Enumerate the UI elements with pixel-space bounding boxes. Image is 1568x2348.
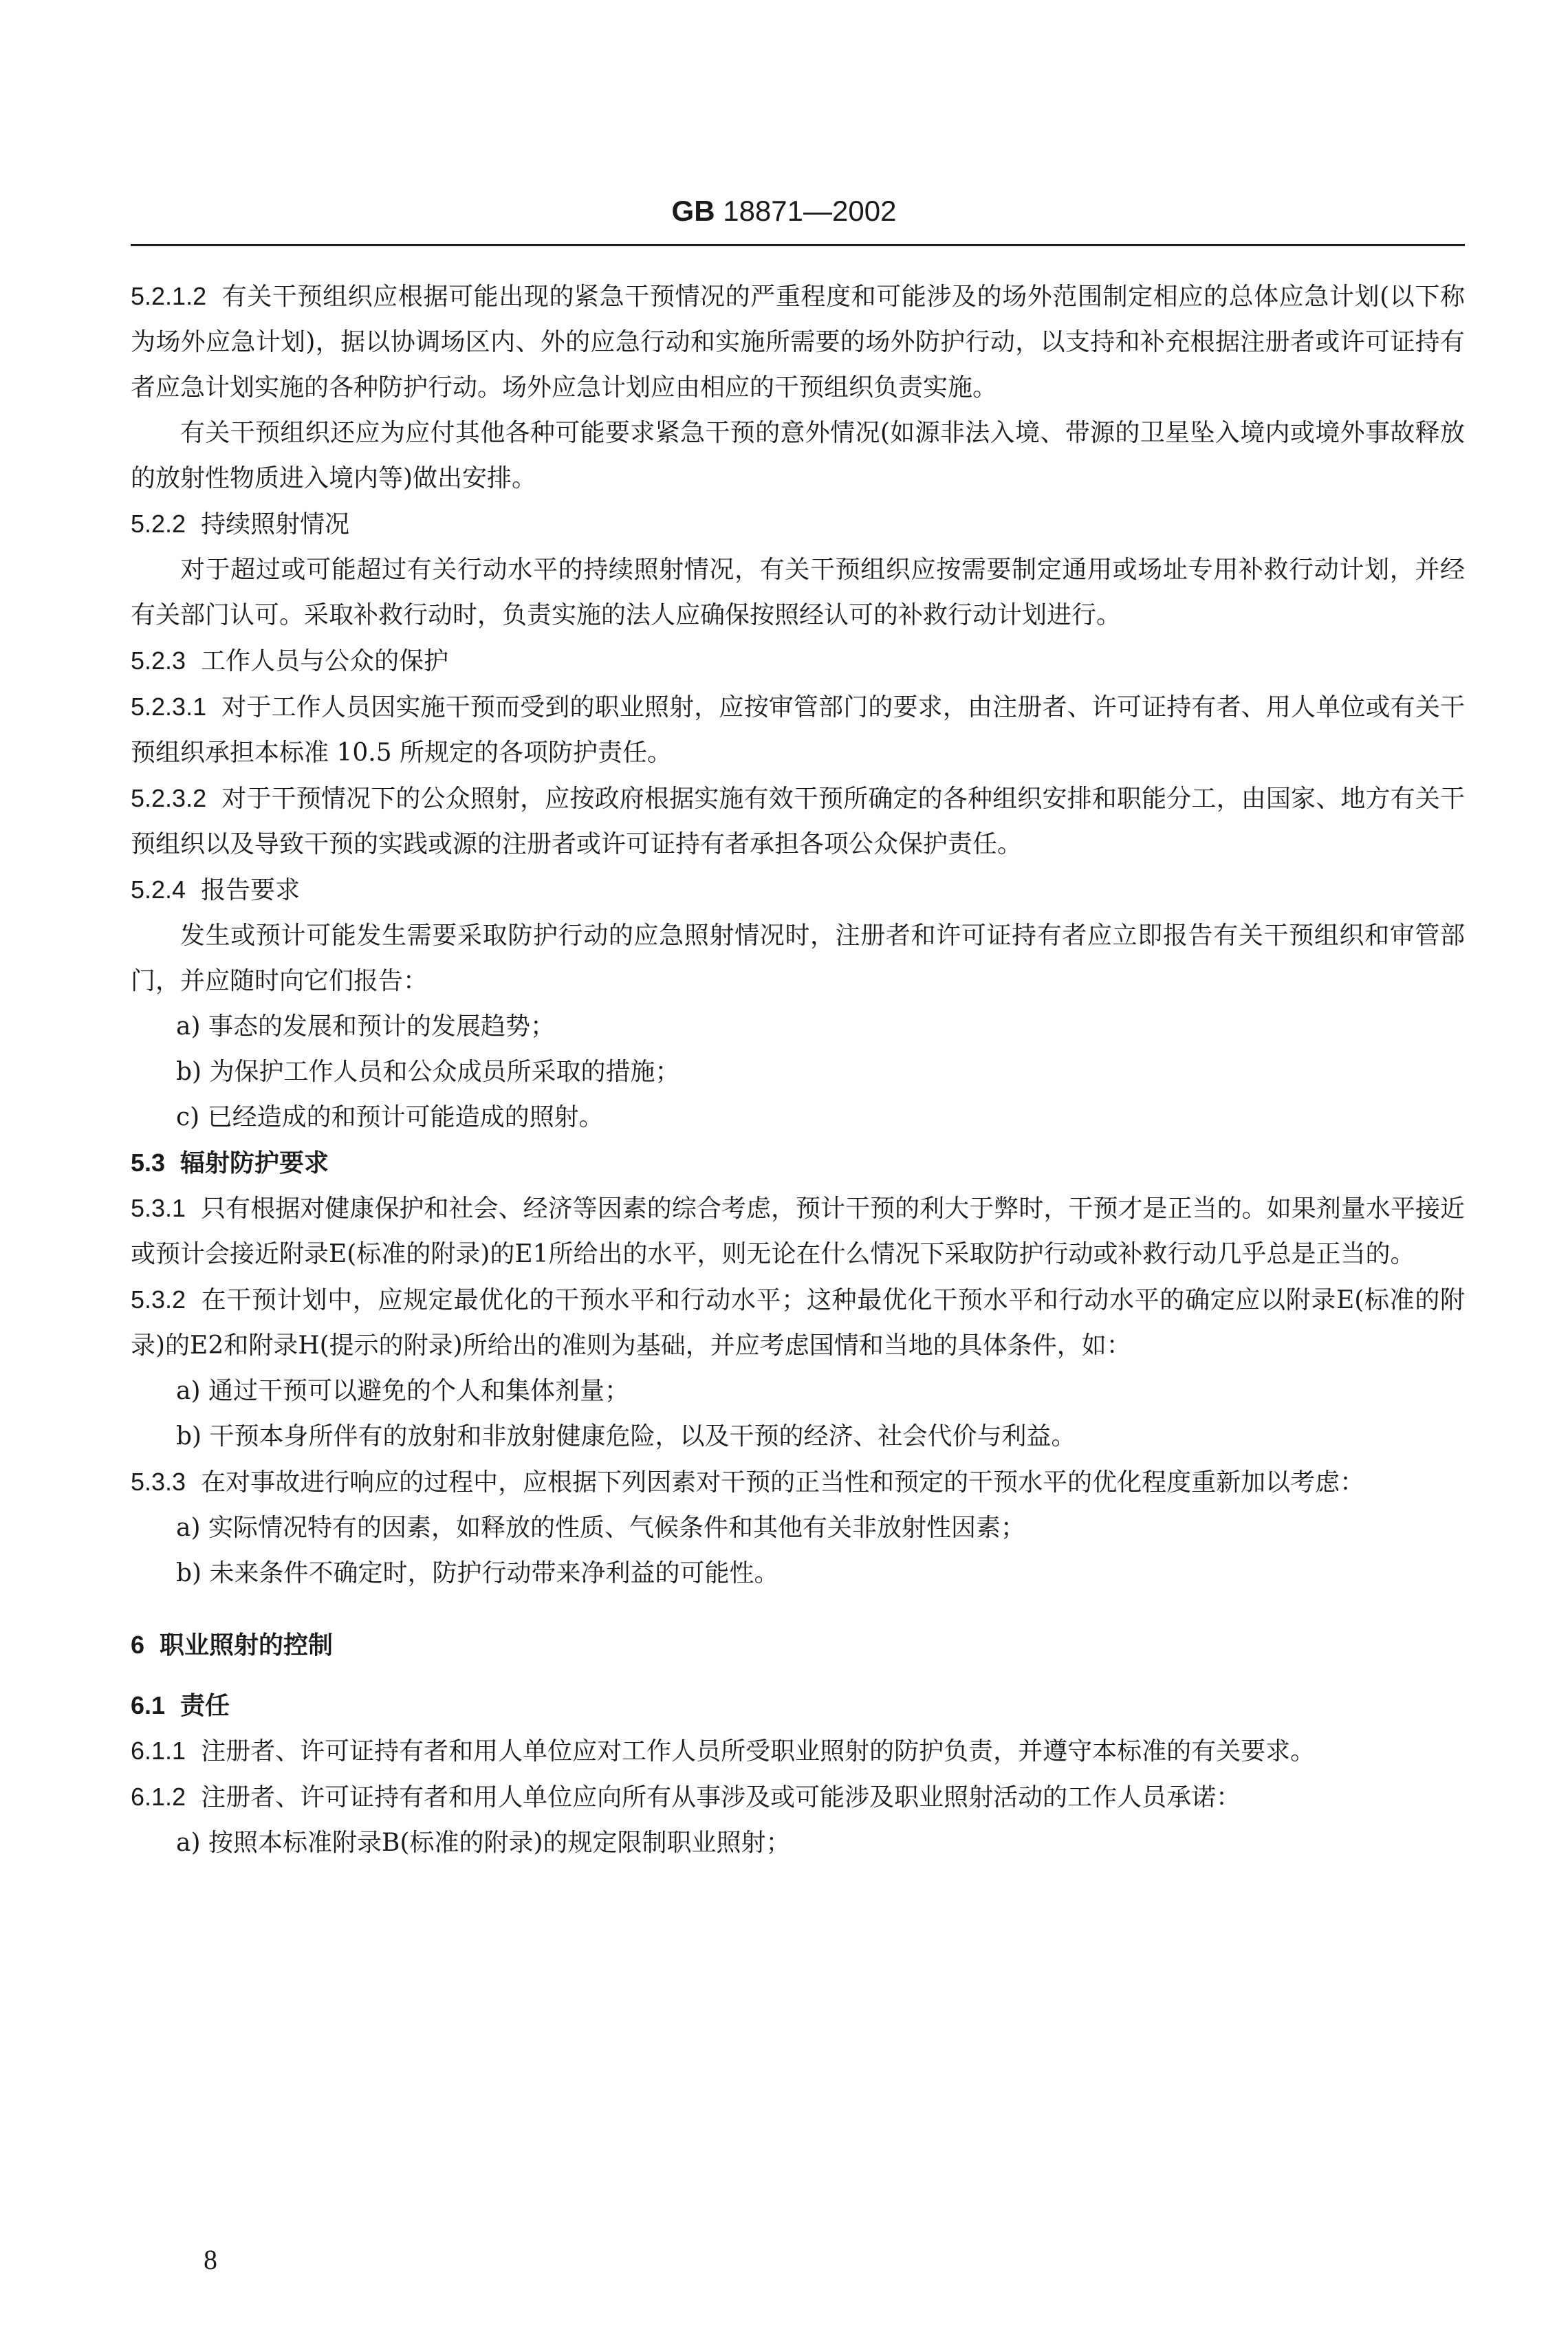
clause-text: 只有根据对健康保护和社会、经济等因素的综合考虑，预计干预的利大于弊时，干预才是正当的。如果剂量水平接近或预计会接近附录E(标准的附录)的E1所给出的水平，则无论在什么情况下采取防护行动或补救行动几乎总是正当的。 bbox=[131, 1195, 1465, 1268]
clause-5-3-3 bbox=[131, 1459, 1465, 1505]
clause-5-3-1 bbox=[131, 1186, 1465, 1277]
standard-prefix: GB bbox=[671, 195, 715, 227]
list-item: a) 实际情况特有的因素，如释放的性质、气候条件和其他有关非放射性因素； bbox=[176, 1514, 1025, 1542]
heading-text: 报告要求 bbox=[201, 876, 301, 904]
heading-5-3 bbox=[131, 1140, 1465, 1186]
list-item: b) 未来条件不确定时，防护行动带来净利益的可能性。 bbox=[176, 1559, 779, 1587]
list-item: c) 已经造成的和预计可能造成的照射。 bbox=[176, 1103, 604, 1131]
clause-number: 6.1.2 bbox=[131, 1783, 186, 1811]
list-item: b) 干预本身所伴有的放射和非放射健康危险，以及干预的经济、社会代价与利益。 bbox=[176, 1422, 1076, 1450]
clause-number: 6.1 bbox=[131, 1691, 166, 1719]
spacer bbox=[131, 1596, 1465, 1622]
page-number: 8 bbox=[204, 2244, 217, 2275]
clause-text: 注册者、许可证持有者和用人单位应向所有从事涉及或可能涉及职业照射活动的工作人员承诺： bbox=[201, 1783, 1241, 1812]
clause-5-3-2 bbox=[131, 1277, 1465, 1369]
clause-number: 5.3.3 bbox=[131, 1468, 186, 1496]
clause-text: 有关干预组织应根据可能出现的紧急干预情况的严重程度和可能涉及的场外范围制定相应的总体应急计划(以下称为场外应急计划)，据以协调场区内、外的应急行动和实施所需要的场外防护行动，以支持和补充根据注册者或许可证持有者应急计划实施的各种防护行动。场外应急计划应由相应的干预组织负责实施。 bbox=[131, 283, 1465, 402]
standard-number: 18871—2002 bbox=[723, 195, 897, 227]
clause-number: 5.2.3.2 bbox=[131, 784, 207, 812]
list-item: a) 通过干预可以避免的个人和集体剂量； bbox=[176, 1377, 629, 1405]
clause-number: 5.3 bbox=[131, 1149, 166, 1177]
clause-text: 注册者、许可证持有者和用人单位应对工作人员所受职业照射的防护负责，并遵守本标准的有关要求。 bbox=[201, 1737, 1316, 1765]
clause-text: 对于干预情况下的公众照射，应按政府根据实施有效干预所确定的各种组织安排和职能分工，由国家、地方有关干预组织以及导致干预的实践或源的注册者或许可证持有者承担各项公众保护责任。 bbox=[131, 785, 1465, 858]
list-item: b) 为保护工作人员和公众成员所采取的措施； bbox=[176, 1058, 680, 1086]
clause-5-2-1-2 bbox=[131, 274, 1465, 411]
page-header bbox=[0, 195, 1568, 228]
heading-6-1 bbox=[131, 1683, 1465, 1728]
clause-5-2-3-1 bbox=[131, 684, 1465, 776]
heading-5-2-4 bbox=[131, 867, 1465, 913]
spacer bbox=[131, 1668, 1465, 1683]
chapter-number: 6 bbox=[131, 1631, 145, 1659]
heading-text: 持续照射情况 bbox=[201, 510, 350, 539]
paragraph: 对于超过或可能超过有关行动水平的持续照射情况，有关干预组织应按需要制定通用或场址专用补救行动计划，并经有关部门认可。采取补救行动时，负责实施的法人应确保按照经认可的补救行动计划进行。 bbox=[131, 556, 1465, 629]
clause-number: 5.2.1.2 bbox=[131, 282, 207, 310]
chapter-heading-6 bbox=[131, 1622, 1465, 1668]
clause-text: 在干预计划中，应规定最优化的干预水平和行动水平；这种最优化干预水平和行动水平的确定应以附录E(标准的附录)的E2和附录H(提示的附录)所给出的准则为基础，并应考虑国情和当地的具体条件，如： bbox=[131, 1286, 1465, 1360]
clause-text: 对于工作人员因实施干预而受到的职业照射，应按审管部门的要求，由注册者、许可证持有者、用人单位或有关干预组织承担本标准 10.5 所规定的各项防护责任。 bbox=[131, 693, 1465, 767]
clause-number: 5.3.1 bbox=[131, 1194, 186, 1222]
clause-5-2-3-2 bbox=[131, 776, 1465, 867]
clause-number: 5.2.4 bbox=[131, 876, 186, 904]
clause-number: 6.1.1 bbox=[131, 1737, 186, 1765]
paragraph: 有关干预组织还应为应付其他各种可能要求紧急干预的意外情况(如源非法入境、带源的卫星坠入境内或境外事故释放的放射性物质进入境内等)做出安排。 bbox=[131, 419, 1465, 492]
heading-5-2-3 bbox=[131, 638, 1465, 684]
clause-number: 5.3.2 bbox=[131, 1285, 186, 1314]
heading-text: 责任 bbox=[180, 1691, 230, 1720]
heading-text: 辐射防护要求 bbox=[180, 1149, 329, 1177]
header-rule bbox=[131, 244, 1465, 246]
paragraph: 发生或预计可能发生需要采取防护行动的应急照射情况时，注册者和许可证持有者应立即报告有关干预组织和审管部门，并应随时向它们报告： bbox=[131, 922, 1465, 995]
list-item: a) 按照本标准附录B(标准的附录)的规定限制职业照射； bbox=[176, 1829, 791, 1857]
heading-text: 职业照射的控制 bbox=[160, 1631, 334, 1660]
list-item: a) 事态的发展和预计的发展趋势； bbox=[176, 1012, 555, 1041]
clause-6-1-1 bbox=[131, 1728, 1465, 1774]
clause-6-1-2 bbox=[131, 1774, 1465, 1820]
heading-5-2-2 bbox=[131, 501, 1465, 547]
document-body bbox=[131, 274, 1465, 1866]
heading-text: 工作人员与公众的保护 bbox=[201, 647, 449, 675]
clause-text: 在对事故进行响应的过程中，应根据下列因素对干预的正当性和预定的干预水平的优化程度重新加以考虑： bbox=[201, 1468, 1365, 1497]
clause-number: 5.2.3 bbox=[131, 646, 186, 675]
clause-number: 5.2.3.1 bbox=[131, 693, 207, 721]
clause-number: 5.2.2 bbox=[131, 510, 186, 538]
